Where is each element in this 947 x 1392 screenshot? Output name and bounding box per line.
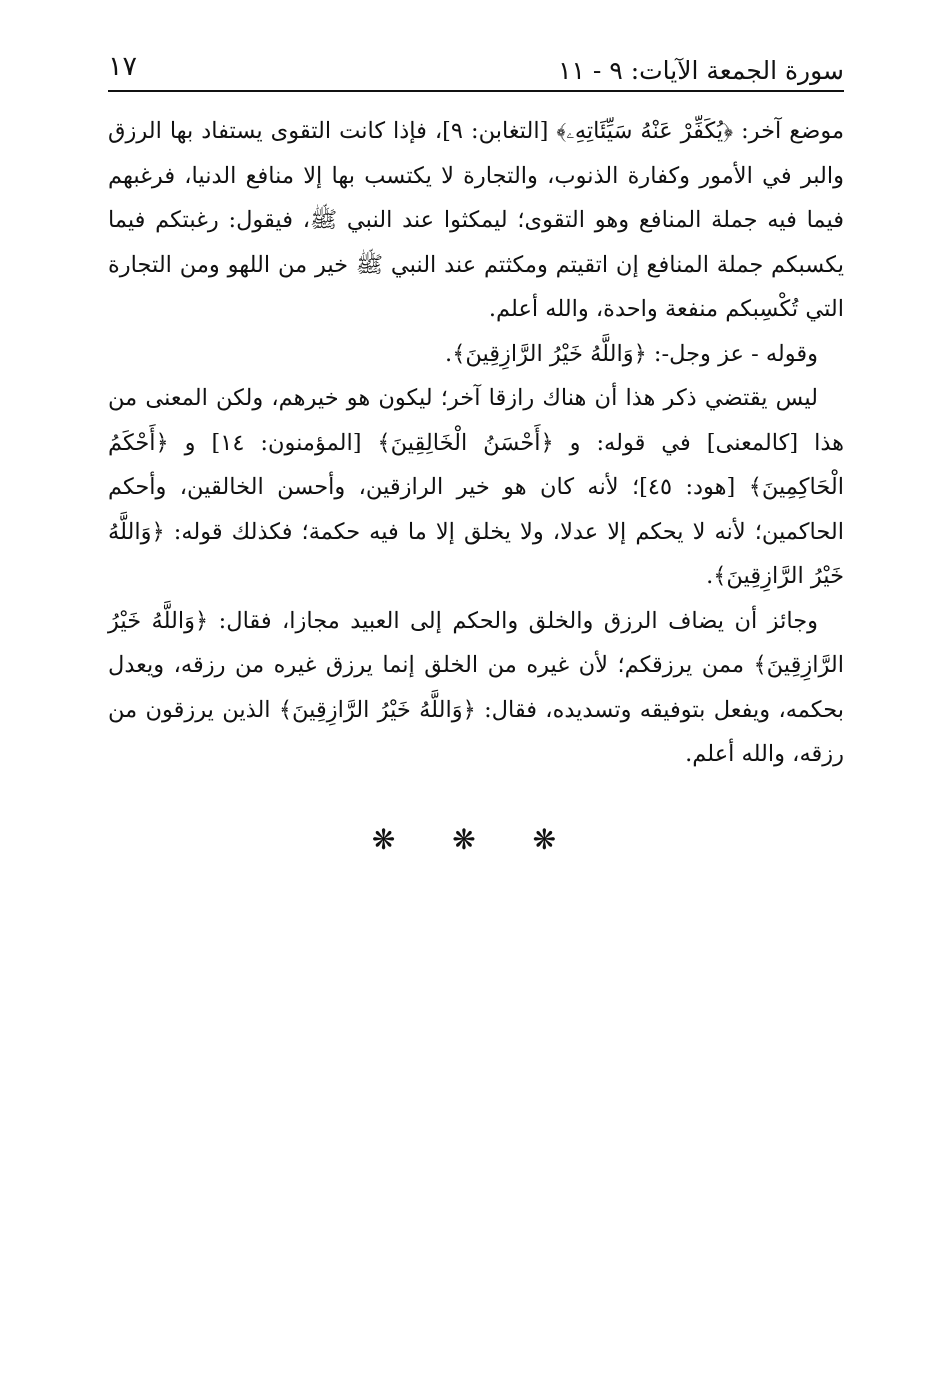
section-separator-stars: ❋ ❋ ❋ — [371, 822, 581, 856]
running-title: سورة الجمعة الآيات: ٩ - ١١ — [558, 56, 844, 85]
paragraph-explanation: ليس يقتضي ذكر هذا أن هناك رازقا آخر؛ ليكون هو خيرهم، ولكن المعنى من هذا [كالمعنى] في قوله: و ﴿أَحْسَنُ الْخَالِقِينَ﴾ [المؤمنون: ١٤] و ﴿أَحْكَمُ الْحَاكِمِينَ﴾ [هود: ٤٥]؛ لأنه كان هو خير الرازقين، وأحسن الخالقين، وأحكم الحاكمين؛ لأنه لا يحكم إلا عدلا، ولا يخلق إلا ما فيه حكمة؛ فكذلك قوله: ﴿وَاللَّهُ خَيْرُ الرَّازِقِينَ﴾. — [108, 385, 844, 589]
page-number: ١٧ — [108, 51, 138, 82]
paragraph-conclusion: وجائز أن يضاف الرزق والخلق والحكم إلى العبيد مجازا، فقال: ﴿وَاللَّهُ خَيْرُ الرَّازِقِينَ﴾ ممن يرزقكم؛ لأن غيره من الخلق إنما يرزق غيره من رزقه، ويعدل بحكمه، ويفعل بتوفيقه وتسديده، فقال: ﴿وَاللَّهُ خَيْرُ الرَّازِقِينَ﴾ الذين يرزقون من رزقه، والله أعلم. — [108, 607, 844, 767]
running-header — [108, 48, 844, 92]
paragraph-continuation: موضع آخر: ﴿يُكَفِّرْ عَنْهُ سَيِّئَاتِهِۦ﴾ [التغابن: ٩]، فإذا كانت التقوى يستفاد بها الرزق والبر في الأمور وكفارة الذنوب، والتجارة لا يكتسب بها إلا منافع الدنيا، فرغبهم فيما فيه جملة المنافع وهو التقوى؛ ليمكثوا عند النبي ﷺ، فيقول: رغبتكم فيما يكسبكم جملة المنافع إن اتقيتم ومكثتم عند النبي ﷺ خير من اللهو ومن التجارة التي تُكْسِبكم منفعة واحدة، والله أعلم. — [108, 118, 844, 322]
book-page — [108, 48, 844, 856]
body-text — [108, 109, 844, 777]
paragraph-verse-quote: وقوله - عز وجل-: ﴿وَاللَّهُ خَيْرُ الرَّازِقِينَ﴾. — [445, 340, 818, 367]
